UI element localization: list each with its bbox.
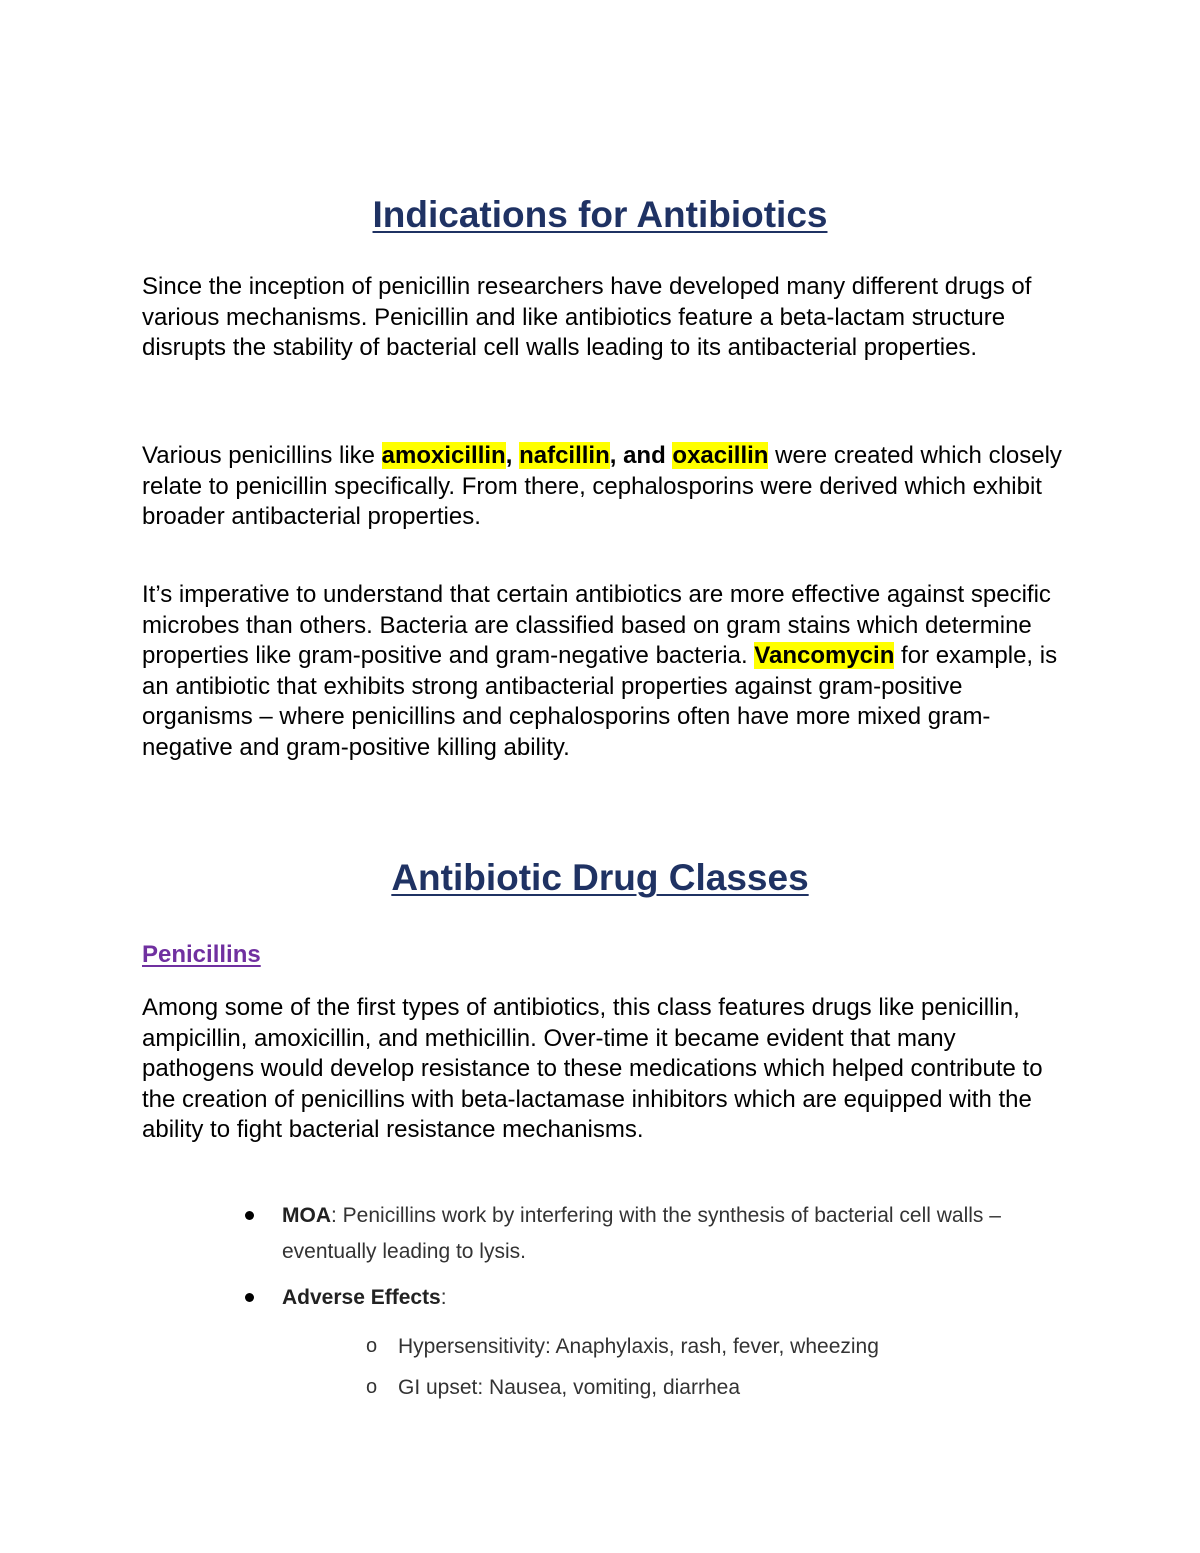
moa-text: : Penicillins work by interfering with the synthesis of bacterial cell walls – eventually leading to lysis. [282,1204,1001,1263]
highlight-oxacillin: oxacillin [672,442,769,469]
bullet-list [142,1198,1072,1408]
penicillins-description: Among some of the first types of antibiotics, this class features drugs like penicillin, ampicillin, amoxicillin, and methicillin. Over-time it became evident that many pathogens would develop resistance to these medications which helped contribute to the creation of penicillins with beta-lactamase inhibitors which are equipped with the ability to fight bacterial resistance mechanisms. [142,994,1043,1144]
sublist-item-hypersensitivity [142,1326,1072,1367]
penicillins-subheading: Penicillins [142,941,261,968]
highlight-amoxicillin: amoxicillin [381,442,506,469]
adverse-effects-label: Adverse Effects [282,1286,441,1309]
list-item-moa [142,1198,1002,1270]
list-item-adverse-effects [142,1280,1002,1316]
penicillins-paragraph [142,441,1072,533]
circle-bullet-icon: o [366,1376,378,1398]
comma-text: , [505,442,520,469]
penicillins-paragraph-post: were created which closely relate to penicillin specifically. From there, cephalosporins were derived which exhibit broader antibacterial properties. [142,442,1062,531]
drug-classes-title: Antibiotic Drug Classes [391,857,809,898]
gram-stain-paragraph-post: for example, is an antibiotic that exhibits strong antibacterial properties against gram-positive organisms – where penicillins and cephalosporins often have more mixed gram-negative and gram-positive killing ability. [142,642,1058,761]
hypersensitivity-text: Hypersensitivity: Anaphylaxis, rash, fever, wheezing [398,1335,879,1358]
and-text: , and [609,442,673,469]
page-title: Indications for Antibiotics [372,194,828,235]
highlight-nafcillin: nafcillin [519,442,610,469]
sublist-item-gi-upset [142,1367,1072,1408]
bullet-icon [245,1293,254,1302]
adverse-effects-sublist [142,1326,1072,1408]
gi-upset-text: GI upset: Nausea, vomiting, diarrhea [398,1376,741,1399]
gram-stain-paragraph [142,580,1072,764]
intro-paragraph: Since the inception of penicillin researchers have developed many different drugs of various mechanisms. Penicillin and like antibiotics feature a beta-lactam structure disrupts the stability of bacterial cell walls leading to its antibacterial properties. [142,273,1032,362]
circle-bullet-icon: o [366,1335,378,1357]
gram-stain-paragraph-pre: It’s imperative to understand that certain antibiotics are more effective against specific microbes than others. Bacteria are classified based on gram stains which determine properties like gram-positive and gram-negative bacteria. [142,581,1051,670]
adverse-effects-colon: : [440,1286,447,1309]
moa-label: MOA [282,1204,331,1227]
highlight-vancomycin: Vancomycin [754,642,895,670]
bullet-icon [245,1211,254,1220]
penicillins-paragraph-pre: Various penicillins like [142,442,382,469]
